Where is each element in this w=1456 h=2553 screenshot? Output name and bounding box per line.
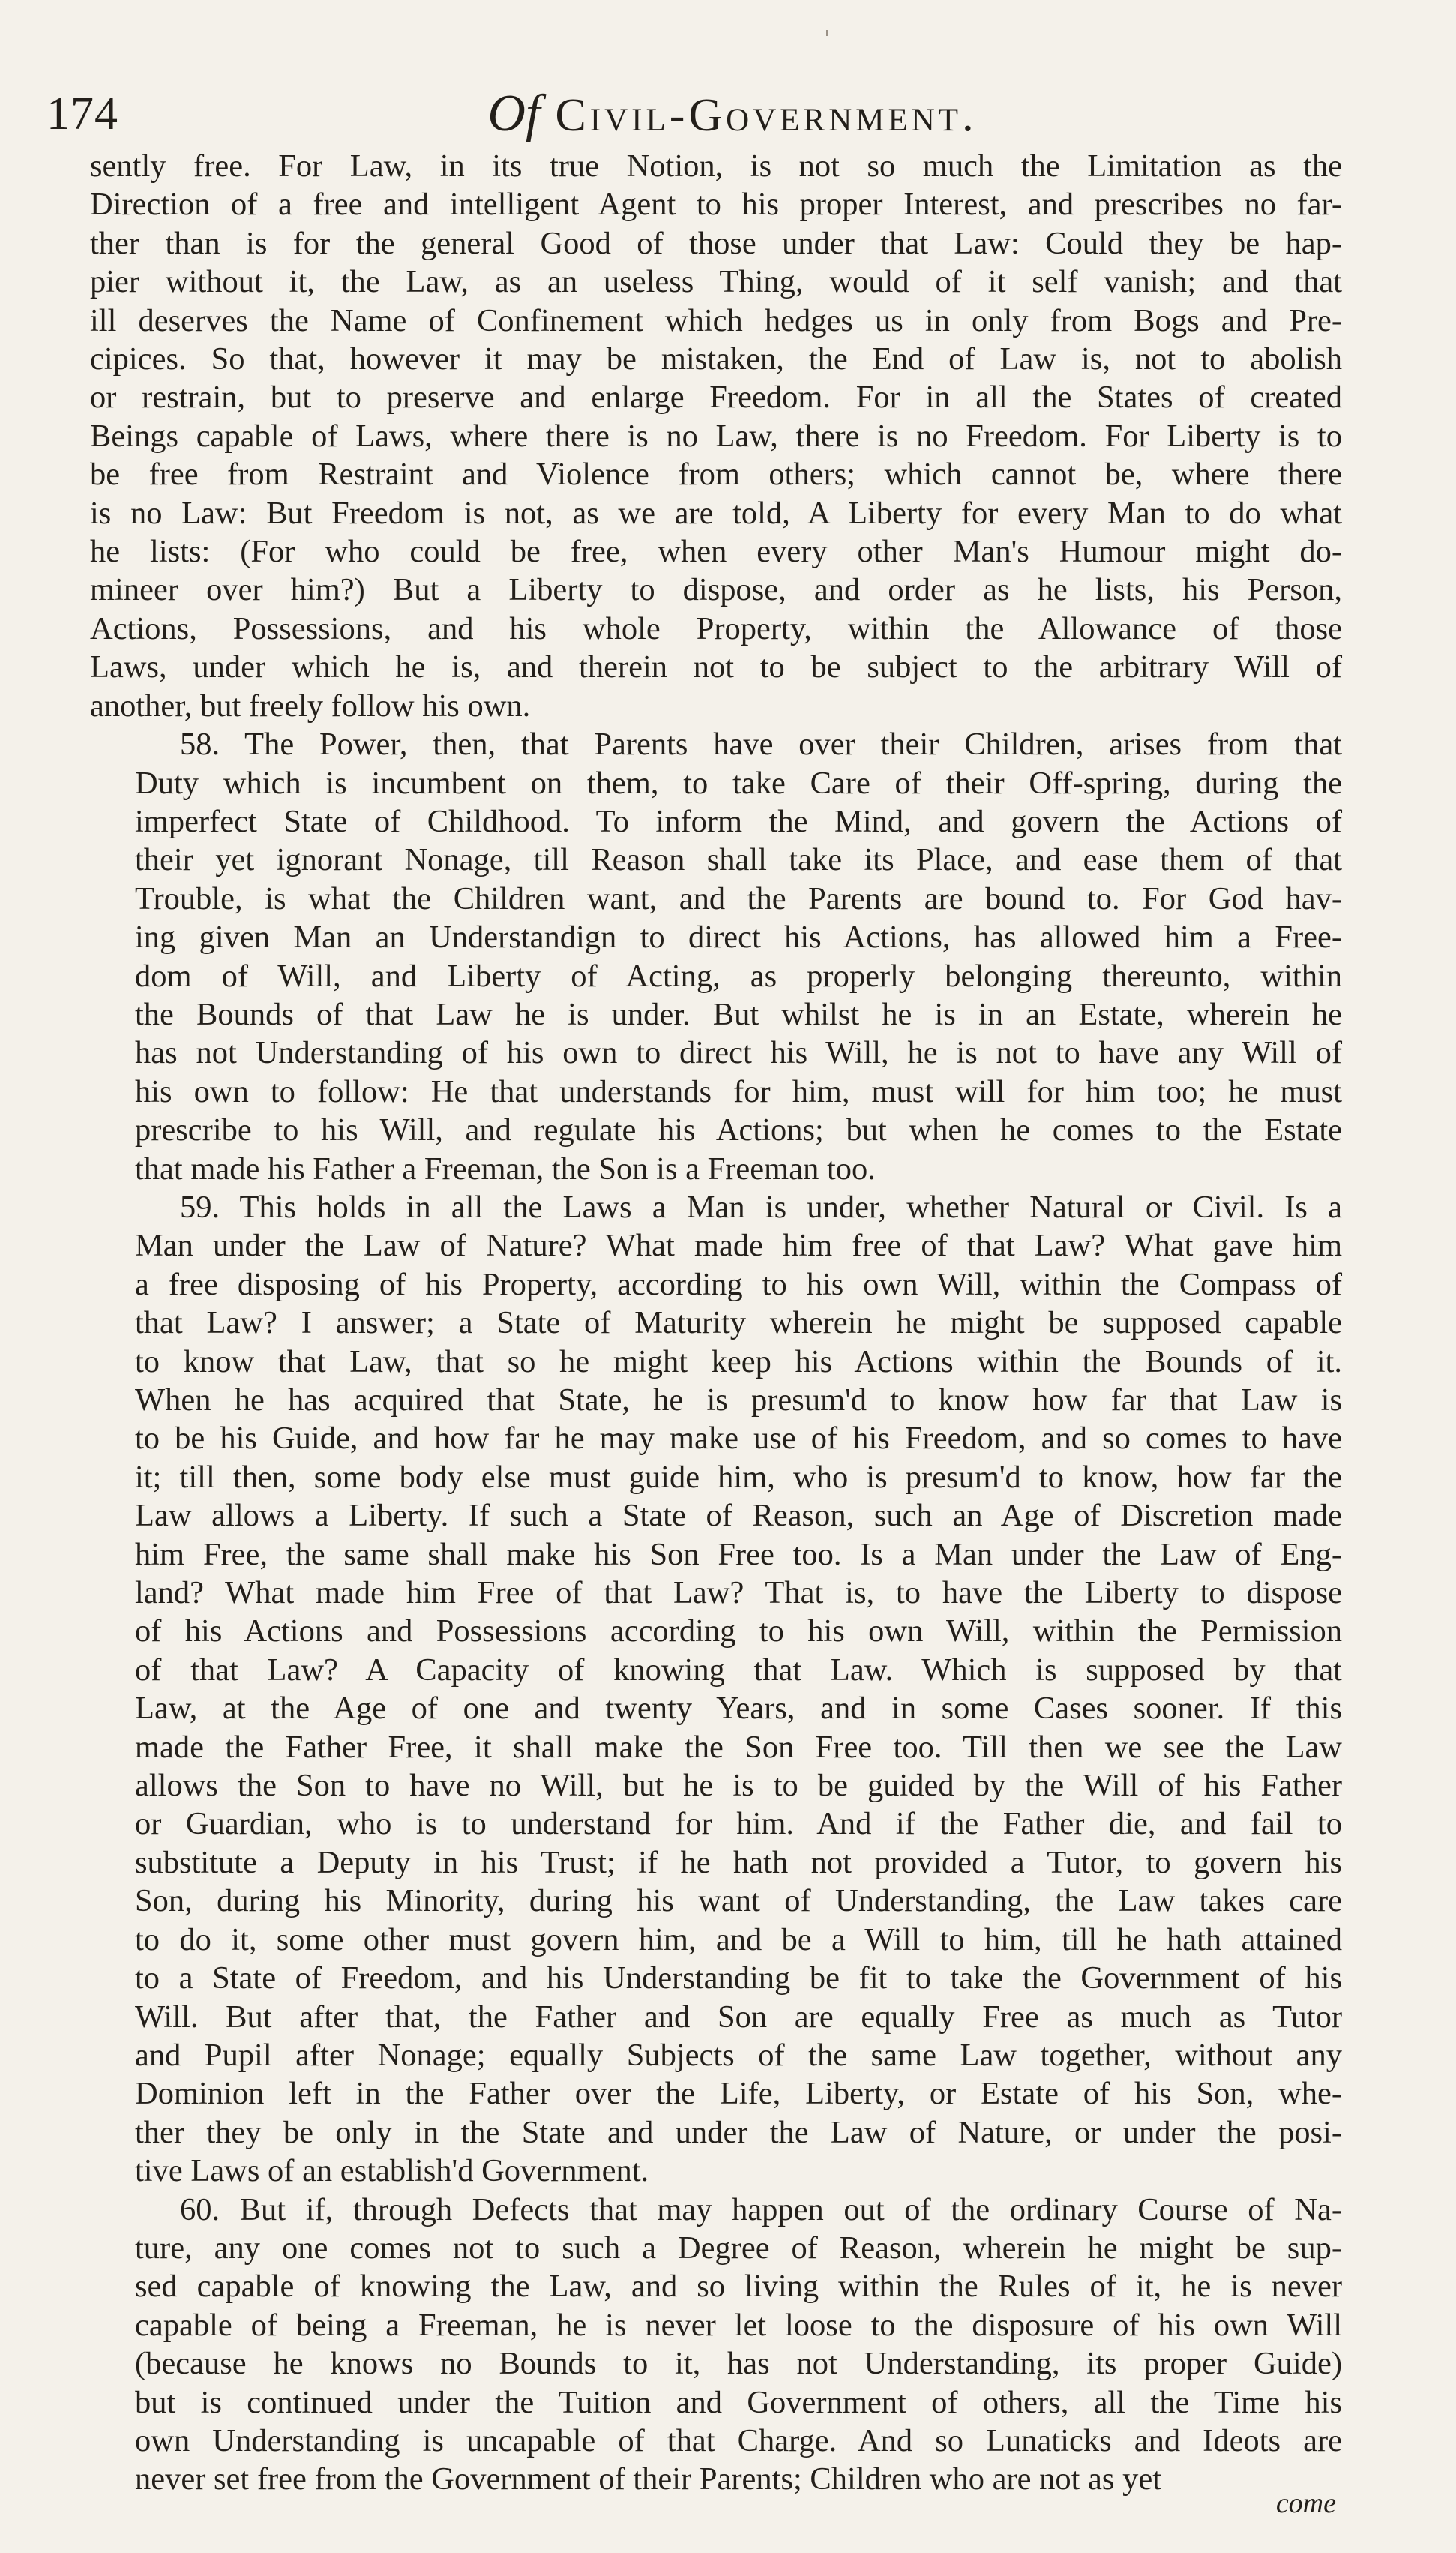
text-line: to a State of Freedom, and his Understanding be fit to take the Government of his bbox=[135, 1960, 1342, 1996]
text-line: 58. The Power, then, that Parents have over their Children, arises from that bbox=[180, 727, 1342, 763]
text-line: or restrain, but to preserve and enlarge Freedom. For in all the States of created bbox=[90, 380, 1342, 416]
text-line: and Pupil after Nonage; equally Subjects of the same Law together, without any bbox=[135, 2037, 1342, 2073]
text-line: imperfect State of Childhood. To inform the Mind, and govern the Actions of bbox=[135, 803, 1342, 839]
text-line: Direction of a free and intelligent Agent to his proper Interest, and prescribes no far- bbox=[90, 187, 1342, 223]
text-line: pier without it, the Law, as an useless Thing, would of it self vanish; and that bbox=[90, 264, 1342, 300]
text-line: Law allows a Liberty. If such a State of Reason, such an Age of Discretion made bbox=[135, 1498, 1342, 1534]
text-line: When he has acquired that State, he is presum'd to know how far that Law is bbox=[135, 1382, 1342, 1418]
text-line: Law, at the Age of one and twenty Years, and in some Cases sooner. If this bbox=[135, 1690, 1342, 1726]
text-line: Will. But after that, the Father and Son are equally Free as much as Tutor bbox=[135, 1999, 1342, 2035]
text-line: allows the Son to have no Will, but he is to be guided by the Will of his Father bbox=[135, 1768, 1342, 1804]
text-line: Trouble, is what the Children want, and the Parents are bound to. For God hav- bbox=[135, 880, 1342, 916]
text-line: capable of being a Freeman, he is never let loose to the disposure of his own Will bbox=[135, 2307, 1342, 2343]
running-title bbox=[46, 84, 1314, 146]
text-line: Duty which is incumbent on them, to take Care of their Off-spring, during the bbox=[135, 765, 1342, 801]
text-line: the Bounds of that Law he is under. But whilst he is in an Estate, wherein he bbox=[135, 996, 1342, 1032]
running-title-main: Civil-Government. bbox=[555, 90, 978, 141]
text-line: that made his Father a Freeman, the Son is a Freeman too. bbox=[135, 1150, 876, 1186]
text-line: ther they be only in the State and under the Law of Nature, or under the posi- bbox=[135, 2114, 1342, 2150]
text-line: his own to follow: He that understands for him, must will for him too; he must bbox=[135, 1073, 1342, 1109]
text-line: tive Laws of an establish'd Government. bbox=[135, 2153, 649, 2189]
text-line: their yet ignorant Nonage, till Reason shall take its Place, and ease them of that bbox=[135, 842, 1342, 878]
body-text bbox=[90, 147, 1342, 2499]
text-line: is no Law: But Freedom is not, as we are told, A Liberty for every Man to do what bbox=[90, 495, 1342, 531]
text-line: own Understanding is uncapable of that Charge. And so Lunaticks and Ideots are bbox=[135, 2422, 1342, 2458]
text-line: ing given Man an Understandign to direct his Actions, has allowed him a Free- bbox=[135, 920, 1342, 956]
text-line: another, but freely follow his own. bbox=[90, 688, 531, 724]
text-line: substitute a Deputy in his Trust; if he hath not provided a Tutor, to govern his bbox=[135, 1844, 1342, 1880]
text-line: cipices. So that, however it may be mistaken, the End of Law is, not to abolish bbox=[90, 341, 1342, 377]
text-line: ther than is for the general Good of those under that Law: Could they be hap- bbox=[90, 225, 1342, 261]
text-line: never set free from the Government of their Parents; Children who are not as yet bbox=[135, 2462, 1161, 2498]
text-line: 60. But if, through Defects that may happen out of the ordinary Course of Na- bbox=[180, 2192, 1342, 2228]
paragraph-p58 bbox=[90, 725, 1342, 1188]
text-line: to do it, some other must govern him, and be a Will to him, till he hath attained bbox=[135, 1922, 1342, 1958]
text-line: that Law? I answer; a State of Maturity wherein he might be supposed capable bbox=[135, 1305, 1342, 1341]
text-line: of that Law? A Capacity of knowing that Law. Which is supposed by that bbox=[135, 1652, 1342, 1688]
text-line: land? What made him Free of that Law? That is, to have the Liberty to dispose bbox=[135, 1575, 1342, 1611]
text-line: sently free. For Law, in its true Notion, is not so much the Limitation as the bbox=[90, 148, 1342, 184]
text-line: Actions, Possessions, and his whole Property, within the Allowance of those bbox=[90, 610, 1342, 646]
text-line: Man under the Law of Nature? What made him free of that Law? What gave him bbox=[135, 1228, 1342, 1264]
text-line: him Free, the same shall make his Son Free too. Is a Man under the Law of Eng- bbox=[135, 1536, 1342, 1572]
text-line: Beings capable of Laws, where there is no Law, there is no Freedom. For Liberty is to bbox=[90, 418, 1342, 454]
text-line: dom of Will, and Liberty of Acting, as properly belonging thereunto, within bbox=[135, 958, 1342, 994]
running-header bbox=[46, 84, 1314, 144]
text-line: mineer over him?) But a Liberty to dispose, and order as he lists, his Person, bbox=[90, 572, 1342, 608]
text-line: to be his Guide, and how far he may make use of his Freedom, and so comes to have bbox=[135, 1420, 1342, 1456]
text-line: but is continued under the Tuition and Government of others, all the Time his bbox=[135, 2384, 1342, 2420]
page-number: 174 bbox=[46, 88, 118, 140]
paragraph-p57-cont bbox=[90, 147, 1342, 725]
text-line: Laws, under which he is, and therein not to be subject to the arbitrary Will of bbox=[90, 650, 1342, 686]
text-line: to know that Law, that so he might keep his Actions within the Bounds of it. bbox=[135, 1343, 1342, 1379]
text-line: made the Father Free, it shall make the Son Free too. Till then we see the Law bbox=[135, 1729, 1342, 1765]
paragraph-p59 bbox=[90, 1188, 1342, 2191]
text-line: Dominion left in the Father over the Life, Liberty, or Estate of his Son, whe- bbox=[135, 2076, 1342, 2112]
text-line: has not Understanding of his own to direct his Will, he is not to have any Will of bbox=[135, 1035, 1342, 1071]
running-title-of: Of bbox=[487, 85, 541, 142]
text-line: ture, any one comes not to such a Degree of Reason, wherein he might be sup- bbox=[135, 2230, 1342, 2266]
text-line: or Guardian, who is to understand for him. And if the Father die, and fail to bbox=[135, 1806, 1342, 1842]
paragraph-p60 bbox=[90, 2191, 1342, 2499]
catchword: come bbox=[1275, 2488, 1336, 2519]
text-line: he lists: (For who could be free, when every other Man's Humour might do- bbox=[90, 534, 1342, 570]
text-line: 59. This holds in all the Laws a Man is under, whether Natural or Civil. Is a bbox=[180, 1189, 1342, 1225]
text-line: sed capable of knowing the Law, and so living within the Rules of it, he is never bbox=[135, 2269, 1342, 2305]
text-line: be free from Restraint and Violence from others; which cannot be, where there bbox=[90, 457, 1342, 493]
text-line: a free disposing of his Property, according to his own Will, within the Compass of bbox=[135, 1266, 1342, 1302]
text-line: it; till then, some body else must guide him, who is presum'd to know, how far the bbox=[135, 1459, 1342, 1495]
text-line: Son, during his Minority, during his want of Understanding, the Law takes care bbox=[135, 1883, 1342, 1919]
text-line: prescribe to his Will, and regulate his Actions; but when he comes to the Estate bbox=[135, 1112, 1342, 1148]
text-line: (because he knows no Bounds to it, has not Understanding, its proper Guide) bbox=[135, 2346, 1342, 2382]
text-line: of his Actions and Possessions according to his own Will, within the Permission bbox=[135, 1613, 1342, 1649]
ink-speck bbox=[826, 30, 828, 36]
text-line: ill deserves the Name of Confinement which hedges us in only from Bogs and Pre- bbox=[90, 302, 1342, 338]
